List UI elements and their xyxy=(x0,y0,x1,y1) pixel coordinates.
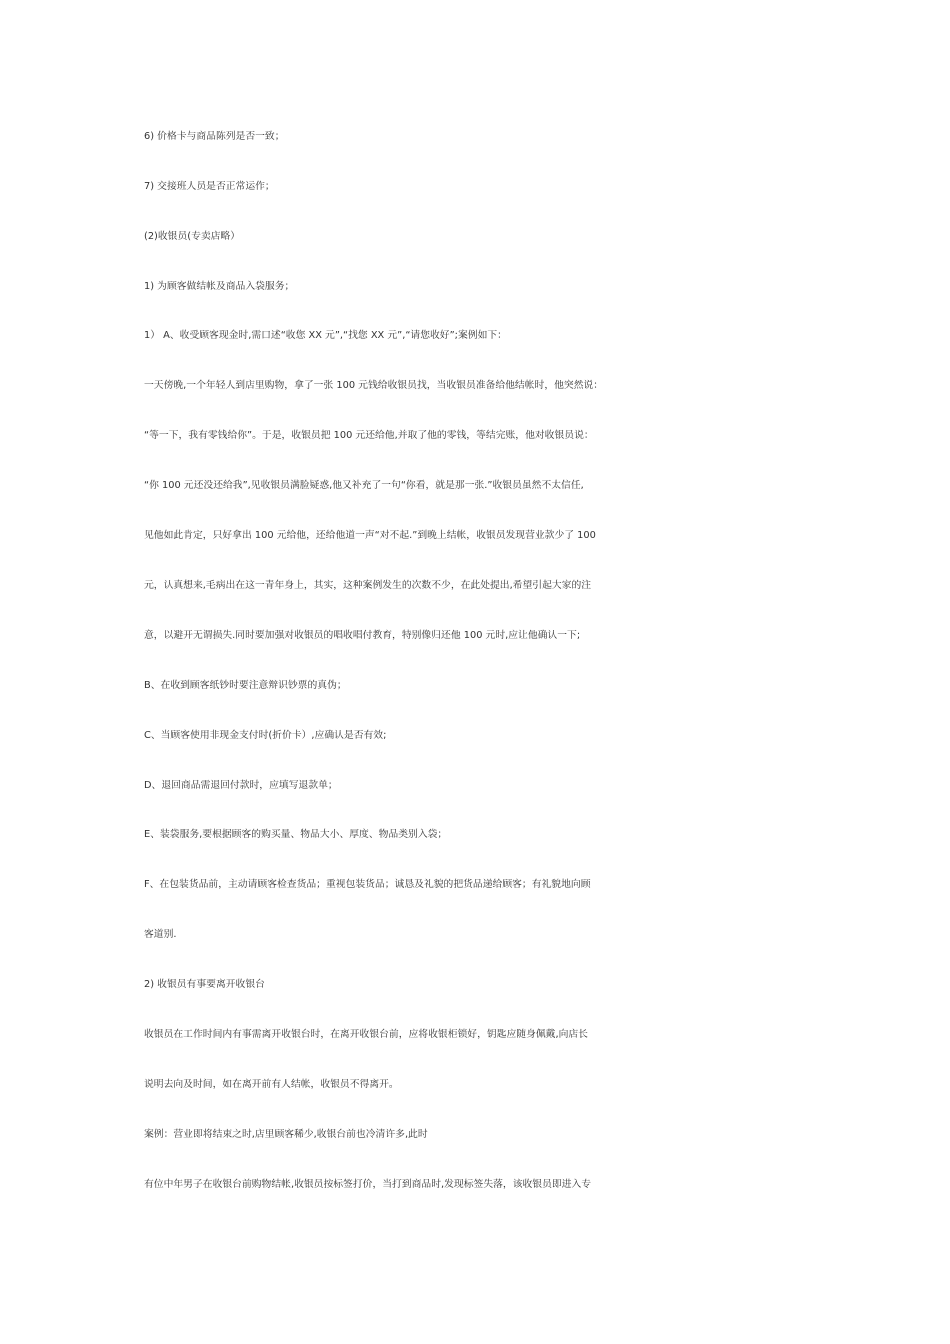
text-line: 1） A、收受顾客现金时,需口述“收您 XX 元”,“找您 XX 元”,“请您收好”;案例如下： xyxy=(144,330,507,341)
text-line: D、退回商品需退回付款时，应填写退款单； xyxy=(144,780,338,791)
text-line: 元，认真想来,毛病出在这一青年身上，其实，这种案例发生的次数不少，在此处提出,希望引起大家的注 xyxy=(144,580,592,591)
section-heading: 2) 收银员有事要离开收银台 xyxy=(144,979,265,990)
text-line: E、装袋服务,要根据顾客的购买量、物品大小、厚度、物品类别入袋； xyxy=(144,829,448,840)
section-heading: (2)收银员(专卖店略） xyxy=(144,231,241,242)
text-line: “等一下，我有零钱给你”。于是，收银员把 100 元还给他,并取了他的零钱，等结完账，他对收银员说： xyxy=(144,430,594,441)
text-line: 案例：营业即将结束之时,店里顾客稀少,收银台前也冷清许多,此时 xyxy=(144,1129,428,1140)
text-line: 意，以避开无谓损失.同时要加强对收银员的唱收唱付教育，特别像归还他 100 元时,应让他确认一下; xyxy=(144,630,581,641)
text-line: 6) 价格卡与商品陈列是否一致； xyxy=(144,131,285,142)
text-line: 1) 为顾客做结帐及商品入袋服务； xyxy=(144,281,295,292)
text-line: “你 100 元还没还给我”,见收银员满脸疑惑,他又补充了一句“你看，就是那一张.”收银员虽然不太信任, xyxy=(144,480,584,491)
text-line: 见他如此肯定，只好拿出 100 元给他，还给他道一声“对不起.”到晚上结帐，收银员发现营业款少了 100 xyxy=(144,530,596,541)
text-line: 客道别. xyxy=(144,929,177,940)
text-line: 有位中年男子在收银台前购物结帐,收银员按标签打价，当打到商品时,发现标签失落，该收银员即进入专 xyxy=(144,1179,592,1190)
text-line: C、当顾客使用非现金支付时(折价卡）,应确认是否有效; xyxy=(144,730,387,741)
text-line: 收银员在工作时间内有事需离开收银台时，在离开收银台前，应将收银柜锁好，钥匙应随身佩戴,向店长 xyxy=(144,1029,588,1040)
text-line: B、在收到顾客纸钞时要注意辩识钞票的真伪； xyxy=(144,680,347,691)
text-line: 一天傍晚,一个年轻人到店里购物，拿了一张 100 元钱给收银员找，当收银员准备给他结帐时，他突然说： xyxy=(144,380,604,391)
text-line: F、在包装货品前，主动请顾客检查货品；重视包装货品；诚恳及礼貌的把货品递给顾客；有礼貌地向顾 xyxy=(144,879,591,890)
text-line: 7) 交接班人员是否正常运作； xyxy=(144,181,275,192)
text-line: 说明去向及时间，如在离开前有人结帐，收银员不得离开。 xyxy=(144,1079,399,1090)
